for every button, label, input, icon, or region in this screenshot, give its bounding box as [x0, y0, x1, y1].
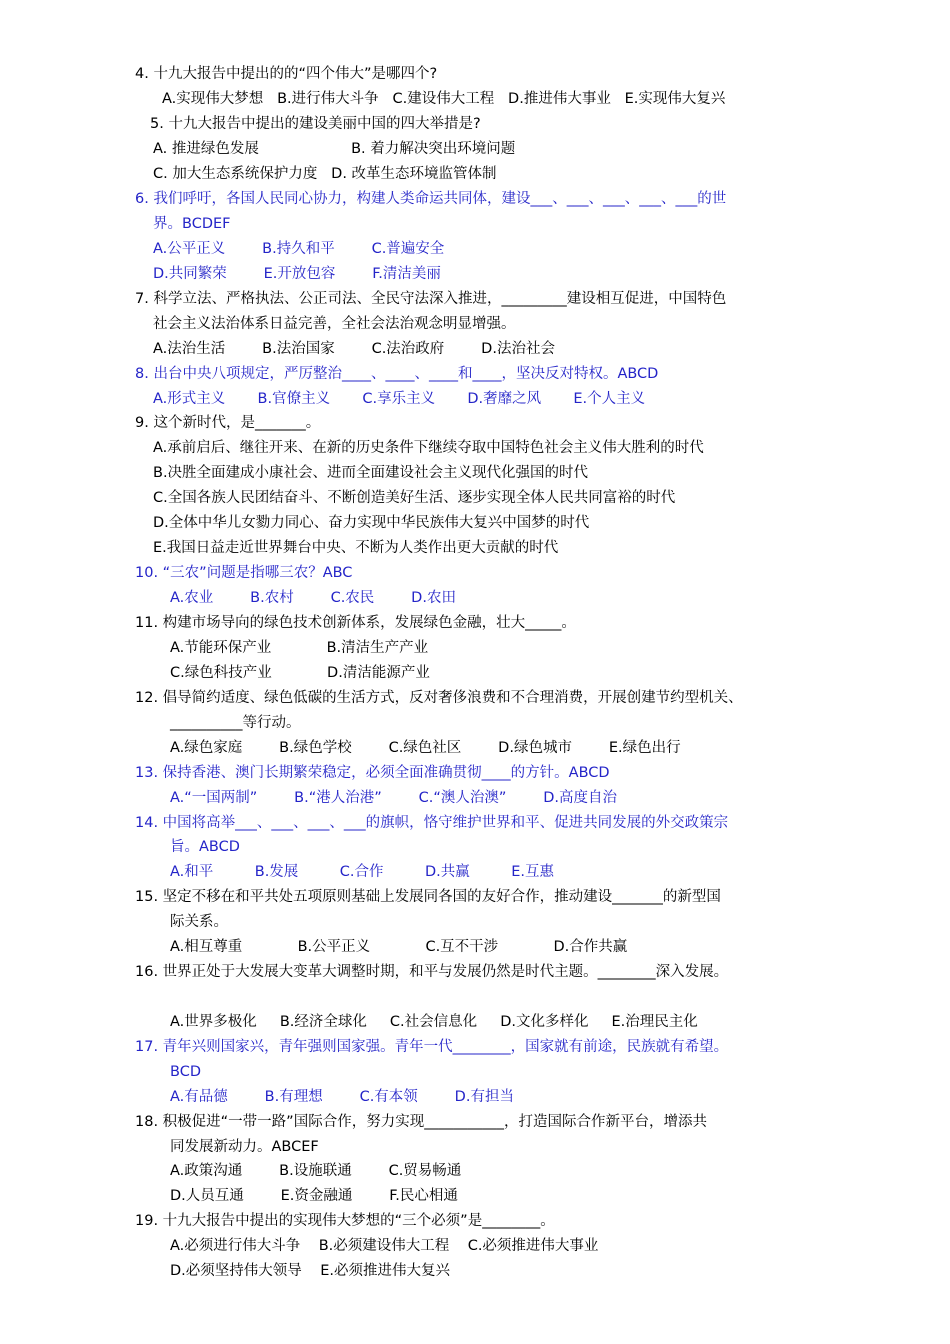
question-line: A.形式主义 B.官僚主义 C.享乐主义 D.奢靡之风 E.个人主义	[153, 391, 646, 407]
question-line: D.人员互通 E.资金融通 F.民心相通	[170, 1188, 458, 1204]
question-line: B.决胜全面建成小康社会、进而全面建设社会主义现代化强国的时代	[153, 465, 589, 481]
question-text: 6. 我们呼吁，各国人民同心协力，构建人类命运共同体，建设___、___、___、___、___的世	[135, 191, 727, 207]
question-line: 界。BCDEF	[153, 216, 231, 232]
question-line: A.节能环保产业 B.清洁生产产业	[170, 640, 429, 656]
question-line: A.相互尊重 B.公平正义 C.互不干涉 D.合作共赢	[170, 939, 628, 955]
question-text: 19. 十九大报告中提出的实现伟大梦想的“三个必须”是________。	[135, 1213, 555, 1229]
question-line: 旨。ABCD	[170, 839, 240, 855]
question-text: 11. 构建市场导向的绿色技术创新体系，发展绿色金融，壮大_____。	[135, 615, 576, 631]
question-line: A.绿色家庭 B.绿色学校 C.绿色社区 D.绿色城市 E.绿色出行	[170, 740, 681, 756]
question-line: D.全体中华儿女勠力同心、奋力实现中华民族伟大复兴中国梦的时代	[153, 515, 590, 531]
question-text: 12. 倡导简约适度、绿色低碳的生活方式，反对奢侈浪费和不合理消费，开展创建节约型机关、	[135, 690, 743, 706]
question-line: A. 推进绿色发展 B. 着力解决突出环境问题	[153, 141, 516, 157]
question-text: 18. 积极促进“一带一路”国际合作，努力实现___________，打造国际合作新平台，增添共	[135, 1114, 707, 1130]
question-text: 7. 科学立法、严格执法、公正司法、全民守法深入推进，_________建设相互促进，中国特色	[135, 291, 727, 307]
question-line: A.“一国两制” B.“港人治港” C.“澳人治澳” D.高度自治	[170, 790, 618, 806]
question-line: C.绿色科技产业 D.清洁能源产业	[170, 665, 430, 681]
question-line: C. 加大生态系统保护力度 D. 改革生态环境监管体制	[153, 166, 497, 182]
question-line: A.政策沟通 B.设施联通 C.贸易畅通	[170, 1163, 462, 1179]
question-line: A.实现伟大梦想 B.进行伟大斗争 C.建设伟大工程 D.推进伟大事业 E.实现伟大复兴	[162, 91, 726, 107]
question-line: 际关系。	[170, 914, 228, 930]
question-line: 社会主义法治体系日益完善，全社会法治观念明显增强。	[153, 316, 516, 332]
question-line: C.全国各族人民团结奋斗、不断创造美好生活、逐步实现全体人民共同富裕的时代	[153, 490, 676, 506]
question-text: 4. 十九大报告中提出的的“四个伟大”是哪四个?	[135, 66, 438, 82]
question-line: A.公平正义 B.持久和平 C.普遍安全	[153, 241, 445, 257]
question-text: 16. 世界正处于大发展大变革大调整时期，和平与发展仍然是时代主题。________深入发展。	[135, 964, 729, 980]
question-line: A.农业 B.农村 C.农民 D.农田	[170, 590, 456, 606]
question-line: A.法治生活 B.法治国家 C.法治政府 D.法治社会	[153, 341, 555, 357]
question-line: D.必须坚持伟大领导 E.必须推进伟大复兴	[170, 1263, 450, 1279]
question-line: E.我国日益走近世界舞台中央、不断为人类作出更大贡献的时代	[153, 540, 559, 556]
question-text: 13. 保持香港、澳门长期繁荣稳定，必须全面准确贯彻____的方针。ABCD	[135, 765, 610, 781]
question-line: D.共同繁荣 E.开放包容 F.清洁美丽	[153, 266, 441, 282]
question-text: 8. 出台中央八项规定，严厉整治____、____、____和____，坚决反对特权。ABCD	[135, 366, 659, 382]
question-line: BCD	[170, 1064, 201, 1080]
question-text: 5. 十九大报告中提出的建设美丽中国的四大举措是?	[150, 116, 481, 132]
question-line: __________等行动。	[170, 715, 301, 731]
question-line: A.必须进行伟大斗争 B.必须建设伟大工程 C.必须推进伟大事业	[170, 1238, 599, 1254]
question-text: 10. “三农”问题是指哪三农？ABC	[135, 565, 353, 581]
question-line: A.有品德 B.有理想 C.有本领 D.有担当	[170, 1089, 514, 1105]
question-text: 15. 坚定不移在和平共处五项原则基础上发展同各国的友好合作，推动建设_______的新型国	[135, 889, 721, 905]
question-text: 17. 青年兴则国家兴，青年强则国家强。青年一代________，国家就有前途，民族就有希望。	[135, 1039, 729, 1055]
question-line: A.世界多极化 B.经济全球化 C.社会信息化 D.文化多样化 E.治理民主化	[170, 1014, 698, 1030]
question-line: A.和平 B.发展 C.合作 D.共赢 E.互惠	[170, 864, 555, 880]
question-line: 同发展新动力。ABCEF	[170, 1139, 319, 1155]
question-line: A.承前启后、继往开来、在新的历史条件下继续夺取中国特色社会主义伟大胜利的时代	[153, 440, 704, 456]
question-text: 9. 这个新时代，是_______。	[135, 415, 321, 431]
question-text: 14. 中国将高举___、___、___、___的旗帜，恪守维护世界和平、促进共同发展的外交政策宗	[135, 815, 729, 831]
